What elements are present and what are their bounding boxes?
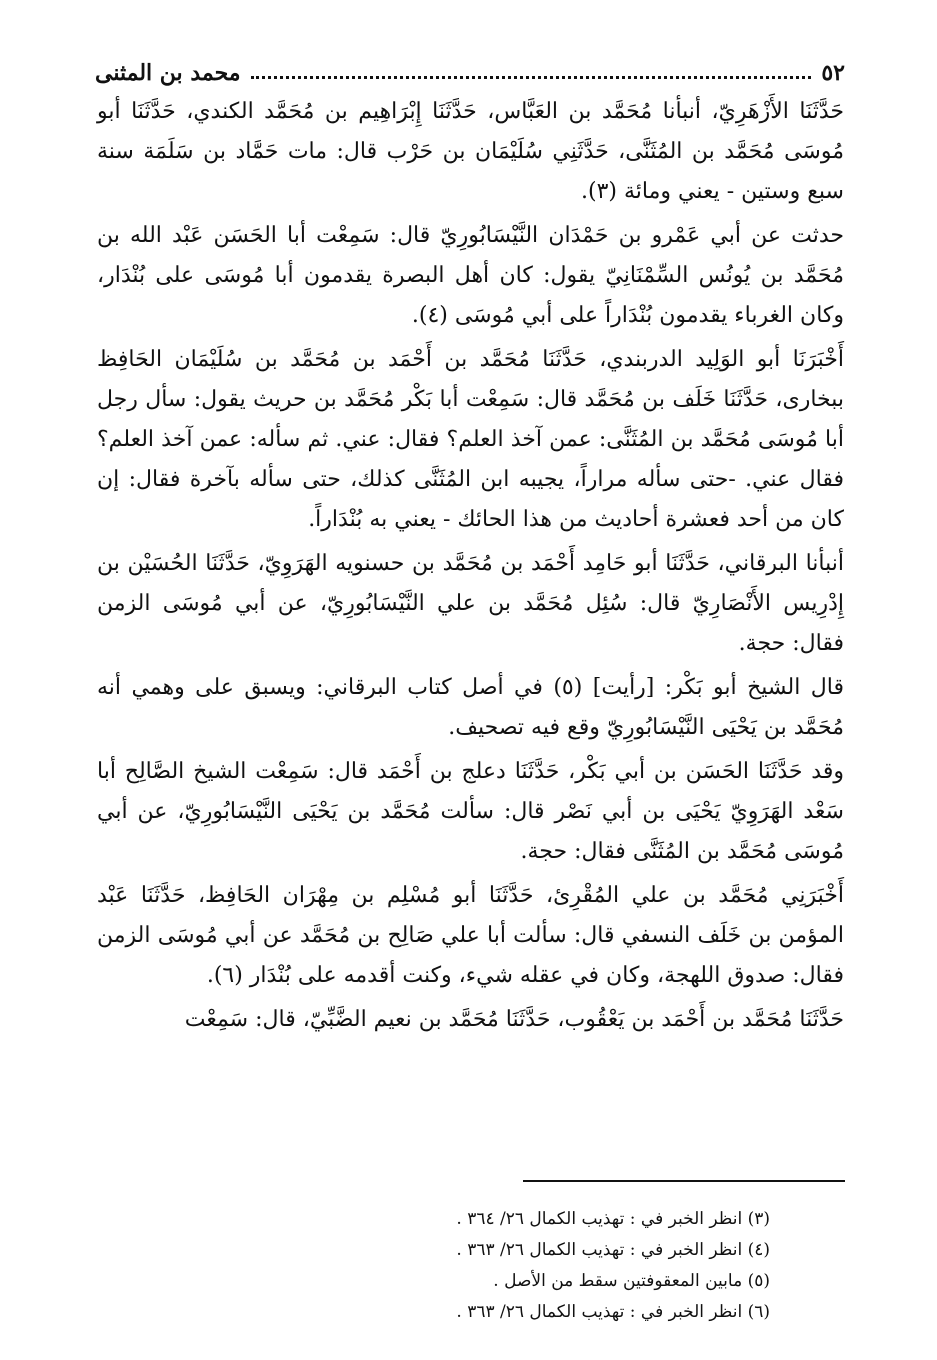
paragraph-7: أَخْبَرَنِي مُحَمَّد بن علي المُقْرِئ، حَدَّثَنَا أبو مُسْلِم بن مِهْرَان الحَافِظ، حَدَّثَنَا عَبْد المؤمن بن خَلَف النسفي قال: سألت أبا علي صَالِح بن مُحَمَّد عن أبي مُوسَى الزمن فقال: صدوق اللهجة، وكان في عقله شيء، وكنت أقدمه على بُنْدَار (٦).: [97, 883, 844, 988]
paragraph-2: حدثت عن أبي عَمْرو بن حَمْدَان النَّيْسَابُورِيّ قال: سَمِعْت أبا الحَسَن عَبْد الله بن مُحَمَّد بن يُونُس السِّمْنَانِيّ يقول: كان أهل البصرة يقدمون أبا مُوسَى على بُنْدَار، وكان الغرباء يقدمون بُنْدَاراً على أبي مُوسَى (٤).: [97, 223, 844, 328]
footnotes: [360, 1204, 770, 1328]
running-title: محمد بن المثنى: [95, 60, 241, 86]
paragraph-6: وقد حَدَّثَنَا الحَسَن بن أبي بَكْر، حَدَّثَنَا دعلج بن أَحْمَد قال: سَمِعْت الشيخ الصَّالِح أبا سَعْد الهَرَوِيّ يَحْيَى بن أبي نَصْر قال: سألت مُحَمَّد بن يَحْيَى النَّيْسَابُورِيّ، عن أبي مُوسَى مُحَمَّد بن المُثَنَّى فقال: حجة.: [97, 759, 844, 864]
page-number: ٥٢: [821, 60, 845, 86]
footnote-separator: [523, 1180, 845, 1182]
footnote-6: (٦) انظر الخبر في : تهذيب الكمال ٢٦/ ٣٦٣ .: [456, 1302, 770, 1322]
footnote-4: (٤) انظر الخبر في : تهذيب الكمال ٢٦/ ٣٦٣ .: [456, 1240, 770, 1260]
paragraph-4: أنبأنا البرقاني، حَدَّثَنَا أبو حَامِد أَحْمَد بن مُحَمَّد بن حسنويه الهَرَوِيّ، حَدَّثَنَا الحُسَيْن بن إِدْرِيس الأَنْصَارِيّ قال: سُئِل مُحَمَّد بن علي النَّيْسَابُورِيّ، عن أبي مُوسَى الزمن فقال: حجة.: [97, 551, 845, 656]
footnote-3: (٣) انظر الخبر في : تهذيب الكمال ٢٦/ ٣٦٤ .: [456, 1209, 770, 1229]
paragraph-5: قال الشيخ أبو بَكْر: [رأيت] (٥) في أصل كتاب البرقاني: ويسبق على وهمي أنه مُحَمَّد بن يَحْيَى النَّيْسَابُورِيّ وقع فيه تصحيف.: [97, 675, 844, 740]
footnote-5: (٥) مابين المعقوفتين سقط من الأصل .: [493, 1271, 770, 1291]
running-header: [95, 56, 845, 90]
paragraph-8: حَدَّثَنَا مُحَمَّد بن أَحْمَد بن يَعْقُوب، حَدَّثَنَا مُحَمَّد بن نعيم الضَّبِّيّ، قال: سَمِعْت: [184, 1007, 844, 1032]
header-dot-leader: [251, 76, 812, 79]
paragraph-1: حَدَّثَنَا الأَزْهَرِيّ، أنبأنا مُحَمَّد بن العَبَّاس، حَدَّثَنَا إِبْرَاهِيم بن مُحَمَّد الكندي، حَدَّثَنَا أبو مُوسَى مُحَمَّد بن المُثَنَّى، حَدَّثَنِي سُلَيْمَان بن حَرْب قال: مات حَمَّاد بن سَلَمَة سنة سبع وستين - يعني ومائة (٣).: [97, 99, 844, 204]
paragraph-3: أَخْبَرَنَا أبو الوَلِيد الدربندي، حَدَّثَنَا مُحَمَّد بن أَحْمَد بن مُحَمَّد بن سُلَيْمَان الحَافِظ ببخارى، حَدَّثَنَا خَلَف بن مُحَمَّد قال: سَمِعْت أبا بَكْر مُحَمَّد بن حريث يقول: سأل رجل أبا مُوسَى مُحَمَّد بن المُثَنَّى: عمن آخذ العلم؟ فقال: عني. ثم سأله: عمن آخذ العلم؟ فقال عني. -حتى سأله مراراً، يجيبه ابن المُثَنَّى كذلك، حتى سأله بآخرة فقال: إن كان من أحد فعشرة أحاديث من هذا الحائك - يعني به بُنْدَاراً.: [97, 347, 844, 532]
main-text: [97, 92, 844, 1044]
